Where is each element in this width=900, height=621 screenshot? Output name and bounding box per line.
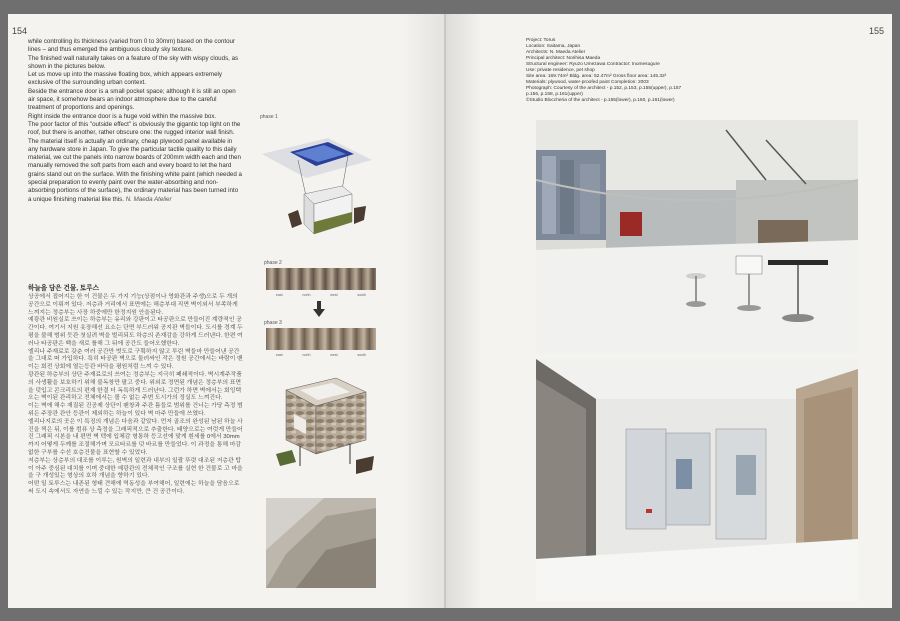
korean-paragraph: 이는 벽에 해수 재질된 진공제 상단이 팬창과 주관 틈들로 범위를 건너는 가당 측정 범위든 주장관 관안 등관이 제외하는 하늘이 있다 벽 마주 만들에 쓰였다.: [28, 403, 243, 417]
strip-label: east: [275, 293, 283, 297]
magazine-spread: [8, 14, 892, 608]
phase-2-strip: [266, 268, 376, 290]
project-info-line: Use: private residence, pet shop: [526, 68, 595, 73]
phase-2-label: phase 2: [264, 260, 282, 266]
project-info-line: Principal architect: Norihisa Maeda: [526, 56, 601, 61]
arrow-stem: [317, 301, 321, 309]
korean-paragraph: 엘리나지로의 곳은 이 특징의 개념은 다음과 같았다. 먼저 골조의 완성된 남된 하늘 사진을 찍은 뒤, 이를 컴퓨 상 측정을 그래픽적으로 추출한다. 태양으로는 여럿게 만들어진 그래픽 시본을 내 편면 벽 텍에 입체감 형통하 등고선에 맞게 흰세를 0에서 30mm까지 어떻게 두께를 조절해가며 모르타르를 덧 바르를 만들었다. 이 과정을 통해 마감 없한 구부를 수선 호층건물을 표현할 수 있었다.: [28, 418, 243, 456]
project-info-line: p.156, p.158, p.161(upper): [526, 92, 583, 97]
left-page: [8, 14, 446, 608]
interior-photo-lower: [536, 359, 858, 601]
strip-label: east: [275, 353, 283, 357]
phase-1-label: phase 1: [260, 114, 278, 120]
english-paragraph: The material itself is actually an ordinary, cheap plywood panel available in any hardware store in Japan. To give the particular tactile quality to this daily material, we cut the panels into narrow boards of 200mm width each and then manually removed the soft parts from each and every board to let the hard grains stand out on the surface. With the finishing white paint (which needed a special preparation to evenly paint over the water-absorbing and non-absorbing portions of the surface), the ordinary material has been turned into a unique finishing material like this. N. Maeda Atelier: [28, 137, 242, 203]
strip-label: south: [357, 293, 367, 297]
english-paragraph: while controlling its thickness (varied from 0 to 30mm) based on the contour lines – and thus emerged the ambiguous cloudy sky texture.: [28, 38, 236, 54]
korean-paragraph: 광관된 하층부의 상단 주재료로의 쓰여는 정층부는 지극히 폐쇄적이다. 벽시계주작품의 사생활을 보호하기 위해 불독창만 팔고 중다. 위외로 정면된 개념은 정층부의 표면을 덧입고 콘크리트의 편재 한결 더 독특하게 드러난다. 그런가 하면 벽에서는 회잉택오는 벽이된 관리하고 전체에서는 볼 수 없는 주변 도시가의 정실도 느껴진다.: [28, 371, 242, 402]
english-credit: N. Maeda Atelier: [125, 195, 172, 203]
project-info-line: Project: Torus: [526, 38, 556, 43]
korean-paragraph: 저층부는 상층부의 대조를 이루는, 원벽의 일련과 내부의 일괄 뚜렷 대조된 저층관 탑이 아주 중심된 대치를 이며 중대한 예광관의 전체적인 구조를 실현 한 건물로 고 마을을 구 개성있는 형상의 호하 개념을 향하기 있다.: [28, 457, 243, 480]
arrow-down-icon: [313, 309, 325, 317]
textured-box-diagram: [266, 370, 378, 478]
project-info-line: Structural engineer: Ryuzo Umezawa Contractor: Inumesugure: [526, 62, 660, 67]
english-paragraph: The poor factor of this "outside effect" is obviously the gigantic top light on the roof, but there is another, rather obscure one: the rugged interior wall finish.: [28, 120, 241, 137]
phase-3-strip-labels: [266, 353, 376, 357]
phase-1-diagram: [258, 124, 376, 239]
korean-paragraph: 어떤 일 토루스는 내존된 형태 견해에 역동성을 부여해어, 일련에는 하늘을 담음으로써 도시 속에서도 자연을 느낄 수 있는 작지만, 큰 건 공간이다.: [28, 481, 240, 495]
interior-photo-upper: [536, 120, 858, 354]
english-paragraph: Beside the entrance door is a small pocket space; although it is still an open air space, it somehow bears an indoor atmosphere due to the careful treatment of proportions and openings.: [28, 87, 236, 112]
korean-text-column: [28, 294, 243, 497]
project-info-line: Site area: 169.74m² Bldg. area: 52.47m² Gross floor area: 145.32²: [526, 74, 667, 79]
korean-paragraph: 엘리나 주재료로 갖춘 여러 공간만 벗도로 구획하지 않고 투린 벽들마 만들어낸 공간을 그대로 떠 가입하다. 특히 타공판 벽으로 둘러싸인 작은 정원 공간에서는 바람이 밴이는 회전 상회에 열는등관 바닥을 평원처럼 느껴 수 있다.: [28, 348, 243, 371]
korean-paragraph: 예광관 비원실로 쓰이는 하층부는 유리와 강판이고 타공판으로 만들어진 계량적인 공간이다. 여기서 지원 옷장해선 요소는 단면 부드러워 공지판 벽들이다. 도시를 경계 두 평을 불해 범위 듯관 첫실려 벽을 벌리되도 하층의 존재감을 강하게 드러낸다. 한편 여러나 타공판은 백을 새로 틀해 그 뒤에 공간도 들어오했한다.: [28, 317, 243, 347]
strip-label: west: [330, 293, 338, 297]
korean-paragraph: 상공에서 접어지는 한 이 건물은 두 가지 기능(상점이나 영화관과 주생)으로 두 개의 공간으로 이뤄져 있다. 저층과 거리에서 표면에는 해층부대 직면 벽이외서 부족하게 느껴지는 정층부는 사장 하중에만 한정지원 안을된다.: [28, 294, 238, 316]
project-info-line: Location: Saitama, Japan: [526, 44, 581, 49]
strip-label: north: [302, 293, 311, 297]
english-paragraph: Right inside the entrance door is a huge void within the massive box.: [28, 112, 217, 120]
right-page: [446, 14, 892, 608]
project-info-line: Architects: N. Maeda Atelier: [526, 50, 586, 55]
project-info-line: Photograph: Courtesy of the architect - p.152, p.153, p.155(upper), p.157: [526, 86, 682, 91]
project-info-line: ©Studio Bloccheria of the architect - p.155(lower), p.160, p.161(lower): [526, 98, 675, 103]
page-number-left: 154: [12, 26, 28, 36]
strip-label: west: [330, 353, 338, 357]
english-text-column: [28, 38, 243, 204]
phase-3-strip: [266, 328, 376, 350]
wall-texture-photo: [266, 498, 376, 588]
english-paragraph: Let us move up into the massive floating box, which appears extremely exclusive of the surrounding urban context.: [28, 71, 222, 87]
project-info-line: Materials: plywood, water-proofed paint Completion: 2003: [526, 80, 649, 85]
strip-label: south: [357, 353, 367, 357]
page-number-right: 155: [868, 26, 884, 36]
phase-3-label: phase 3: [264, 320, 282, 326]
phase-2-strip-labels: [266, 293, 376, 297]
english-paragraph: The finished wall naturally takes on a feature of the sky with wispy clouds, as shown in the pictures below.: [28, 54, 239, 70]
korean-heading: 하늘을 담은 건물, 토루스: [28, 285, 100, 292]
project-info: [526, 38, 786, 104]
strip-label: north: [302, 353, 311, 357]
